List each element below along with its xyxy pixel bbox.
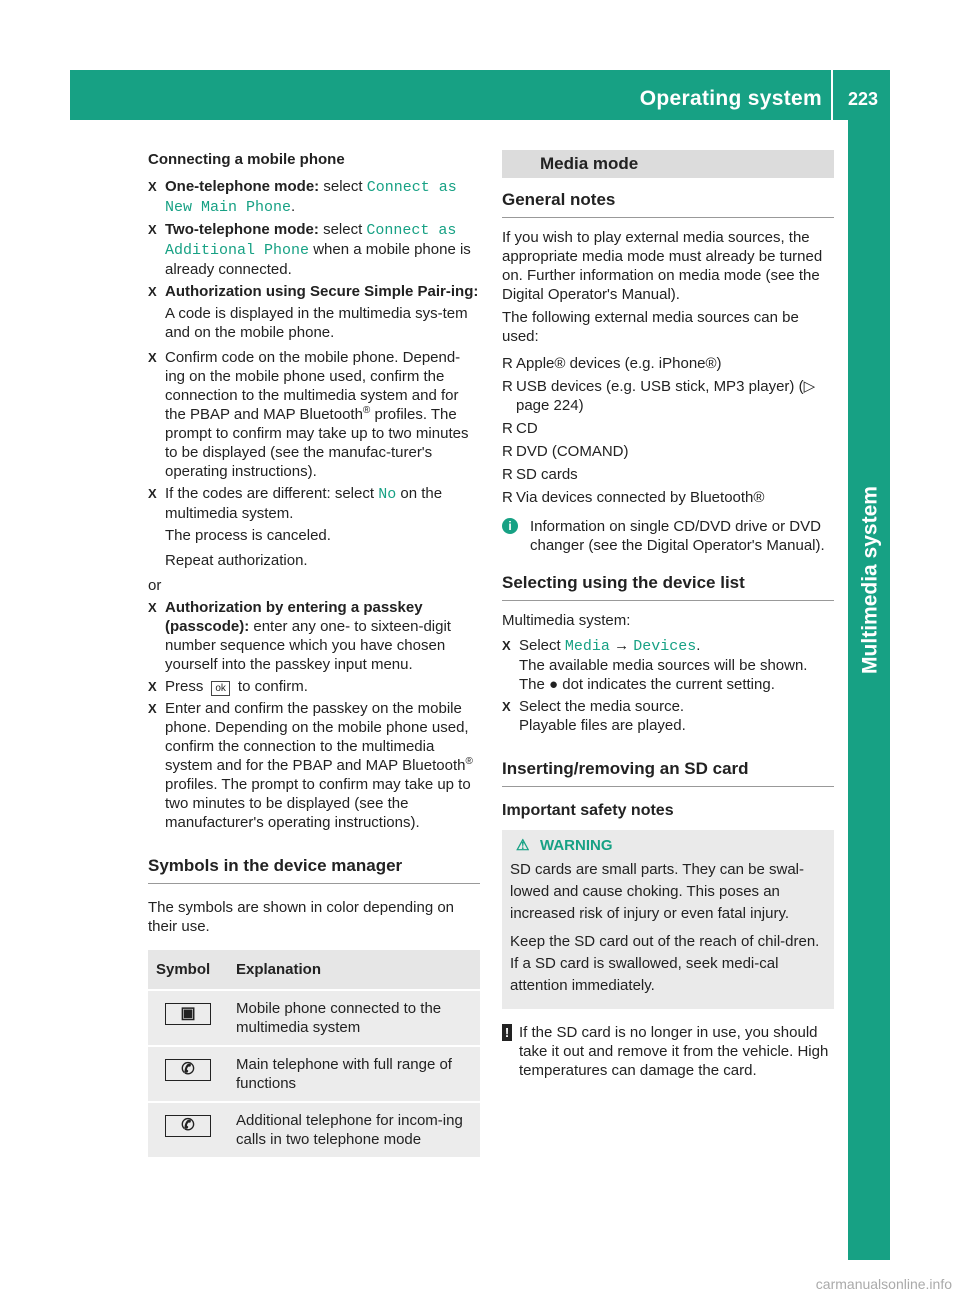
device-list-heading: Selecting using the device list [502,573,834,601]
step-arrow-icon: X [148,600,157,615]
step-arrow-icon: X [148,701,157,716]
header-divider [831,70,833,120]
warning-icon: ⚠ [516,837,530,854]
step-secure-pairing: X Authorization using Secure Simple Pair-ing: [148,283,479,300]
step-confirm-code: X Confirm code on the mobile phone. Depend-ing on the mobile phone used, confirm the connection to the multimedia system and for the PBAP and MAP Bluetooth® profiles. The prompt to confirm may take up to two minutes to be displayed (see the manufac-turer's operating instructions). [148,349,469,480]
step-codes-different: X If the codes are different: select No on the multimedia system. [148,485,443,522]
step-passkey: X Authorization by entering a passkey (passcode): enter any one- to sixteen-digit number sequence which you have chosen yourself into the passkey input menu. [148,599,451,673]
table-row: ✆ Main telephone with full range of functions [148,1046,480,1102]
repeat-authorization: Repeat authorization. [165,552,308,569]
list-item: R Apple® devices (e.g. iPhone®) [502,355,722,372]
warning-box [502,830,834,1009]
connect-heading: Connecting a mobile phone [148,151,345,168]
side-tab-marker [848,828,890,870]
list-item: R CD [502,420,538,437]
step-arrow-icon: X [148,679,157,694]
step-arrow-icon: X [148,179,157,194]
column-symbol: Symbol [148,950,228,990]
right-column [502,150,834,1080]
symbols-heading: Symbols in the device manager [148,856,480,884]
media-intro-2: The following external media sources can be used: [502,309,799,345]
page-title: Operating system [639,87,822,110]
step-arrow-icon: X [148,284,157,299]
process-canceled: The process is canceled. [165,527,331,544]
step-select-source: X Select the media source. Playable files are played. [502,698,686,734]
list-item: R DVD (COMAND) [502,443,629,460]
info-icon: i [502,518,518,534]
warning-title: ⚠ WARNING [516,837,613,854]
table-row: ✆ Additional telephone for incom-ing calls in two telephone mode [148,1102,480,1158]
watermark: carmanualsonline.info [815,1276,952,1292]
side-tab-label: Multimedia system [858,486,882,674]
left-column [148,150,480,1159]
step-press-ok: X Press ok to confirm. [148,678,308,695]
step-arrow-icon: X [148,486,157,501]
or-text: or [148,577,162,594]
step-arrow-icon: X [148,350,157,365]
ok-key-icon: ok [211,681,230,696]
exclamation-icon: ! [502,1024,512,1041]
general-notes-heading: General notes [502,190,834,218]
multimedia-system-label: Multimedia system: [502,612,631,629]
symbols-intro: The symbols are shown in color depending on their use. [148,899,455,935]
step-enter-passkey: X Enter and confirm the passkey on the mobile phone. Depending on the mobile phone used, confirm the connection to the multimedia system and for the PBAP and MAP Bluetooth® profiles. The prompt to confirm may take up to two minutes to be displayed (see the manufacturer's operating instructions). [148,700,473,831]
column-explanation: Explanation [228,950,480,990]
media-intro: If you wish to play external media sources, the appropriate media mode must already be turned on. Further information on media mode (see the Digital Operator's Manual). [502,229,823,303]
step-two-telephone: X Two-telephone mode: select Connect as Additional Phone when a mobile phone is already connected. [148,221,471,278]
warning-text-2: Keep the SD card out of the reach of chil-dren. If a SD card is swallowed, seek medi-cal attention immediately. [510,933,820,994]
step-one-telephone: X One-telephone mode: select Connect as New Main Phone. [148,178,457,216]
side-tab [848,120,890,1260]
mobile-connected-icon: ▣ [165,1003,211,1025]
media-mode-heading: Media mode [502,150,834,178]
table-row: ▣ Mobile phone connected to the multimedia system [148,990,480,1046]
page-number: 223 [847,89,878,109]
main-telephone-icon: ✆ [165,1059,211,1081]
list-item: R SD cards [502,466,578,483]
list-item: R Via devices connected by Bluetooth® [502,489,765,506]
info-note: i Information on single CD/DVD drive or DVD changer (see the Digital Operator's Manual). [502,517,834,555]
additional-telephone-icon: ✆ [165,1115,211,1137]
symbols-table [148,950,480,1159]
step-arrow-icon: X [148,222,157,237]
safety-notes-heading: Important safety notes [502,802,674,819]
step-arrow-icon: X [502,699,511,714]
header-bar [70,70,890,120]
step-arrow-icon: X [502,638,511,653]
warning-text-1: SD cards are small parts. They can be swal-lowed and cause choking. This poses an increased risk of injury or even fatal injury. [510,861,805,922]
sd-card-heading: Inserting/removing an SD card [502,759,834,787]
step-select-devices: X Select Media → Devices. The available media sources will be shown. The ● dot indicates the current setting. [502,637,808,693]
ssp-text: A code is displayed in the multimedia sys-tem and on the mobile phone. [165,305,468,341]
note-box: ! If the SD card is no longer in use, you should take it out and remove it from the vehicle. High temperatures can damage the card. [502,1023,834,1080]
list-item: R USB devices (e.g. USB stick, MP3 player) (▷ page 224) [502,378,816,414]
